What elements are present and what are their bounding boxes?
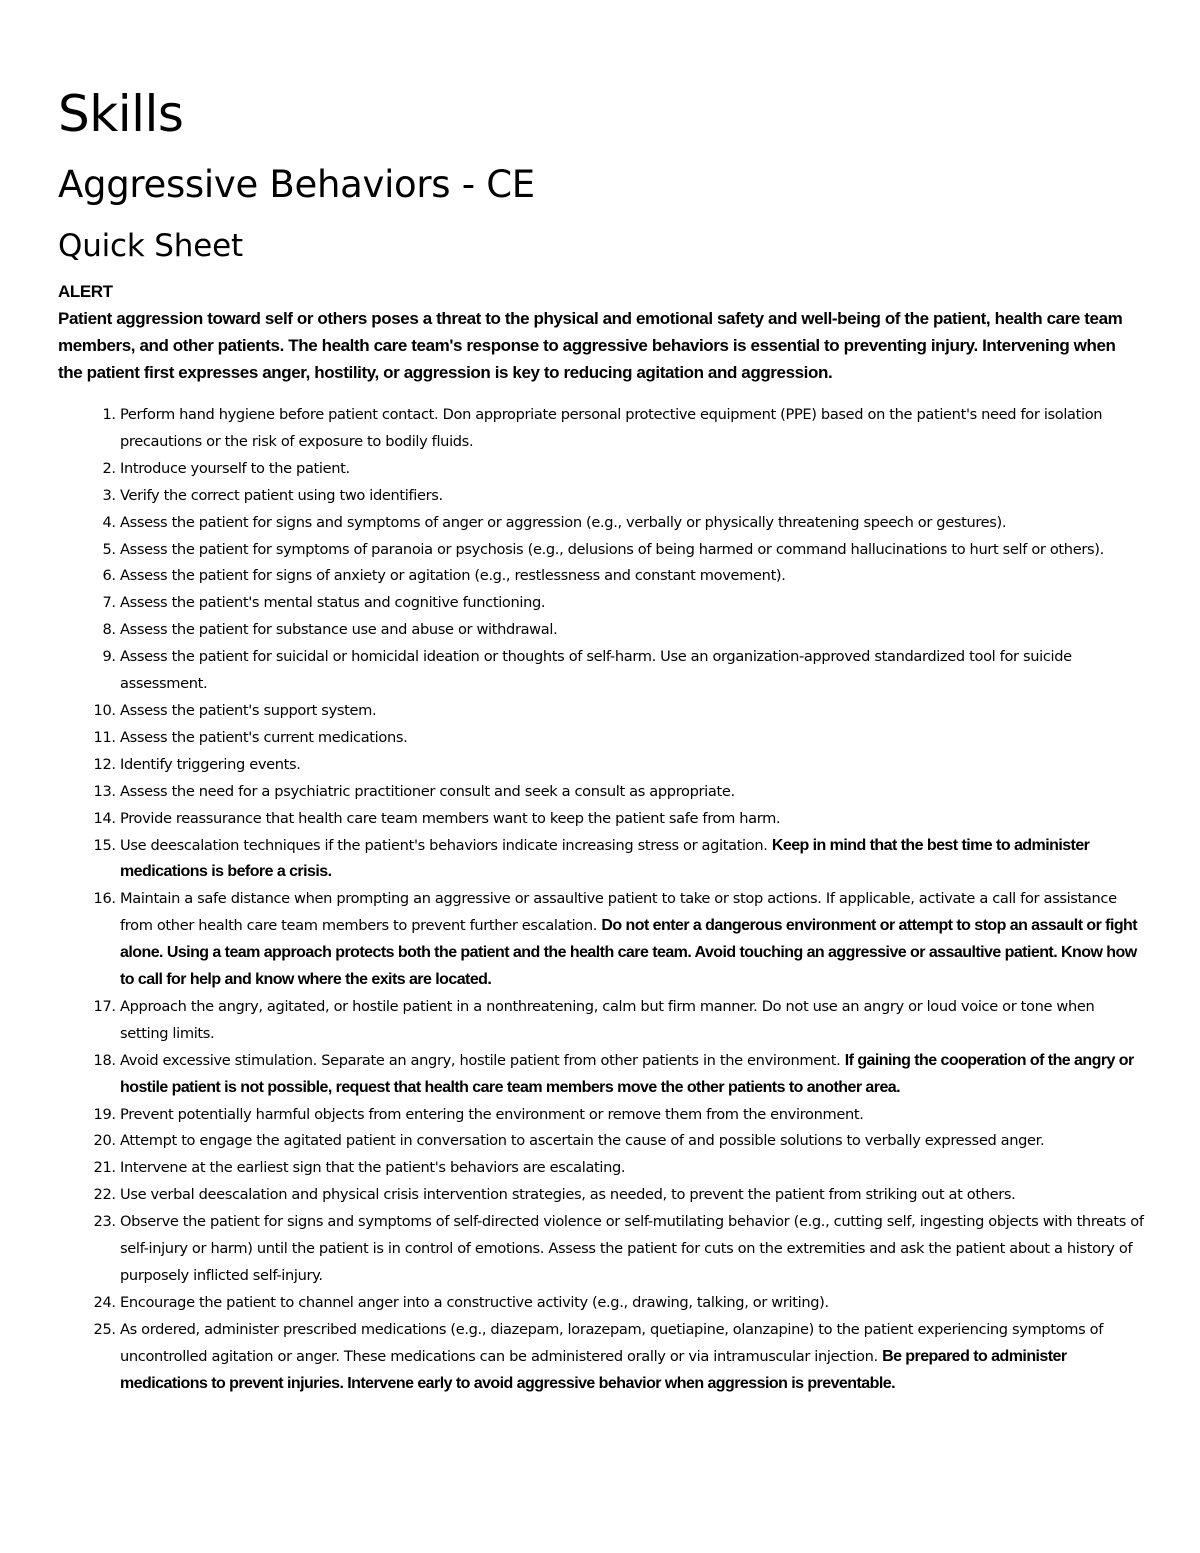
step-text: Assess the patient for signs of anxiety or agitation (e.g., restlessness and constant movement). — [120, 567, 786, 585]
step-text: Assess the patient for substance use and abuse or withdrawal. — [120, 621, 558, 639]
step-text: Assess the patient's mental status and cognitive functioning. — [120, 594, 546, 612]
step-item — [120, 698, 1144, 725]
step-text: Prevent potentially harmful objects from entering the environment or remove them from the environment. — [120, 1105, 864, 1123]
step-emphasis: Do not enter a dangerous environment or attempt to stop an assault or fight alone. Using a team approach protects both the patient and the health care team. Avoid touching an aggressive or assaultive patient. Know how to call for help and know where the exits are located. — [120, 917, 1138, 989]
step-item — [120, 752, 1144, 779]
step-item — [120, 1290, 1144, 1317]
step-text: Identify triggering events. — [120, 755, 301, 773]
step-text: Verify the correct patient using two identifiers. — [120, 486, 443, 504]
step-text: As ordered, administer prescribed medications (e.g., diazepam, lorazepam, quetiapine, olanzapine) to the patient experiencing symptoms of uncontrolled agitation or anger. These medications can be administered orally or via intramuscular injection. — [120, 1320, 1104, 1365]
procedure-steps — [58, 402, 1144, 1398]
step-emphasis: If gaining the cooperation of the angry or hostile patient is not possible, request that health care team members move the other patients to another area. — [120, 1051, 1134, 1096]
step-item — [120, 590, 1144, 617]
step-item — [120, 1317, 1144, 1398]
step-text: Intervene at the earliest sign that the patient's behaviors are escalating. — [120, 1159, 626, 1177]
step-item — [120, 537, 1144, 564]
step-item — [120, 886, 1144, 994]
step-item — [120, 402, 1144, 456]
step-text: Maintain a safe distance when prompting an aggressive or assaultive patient to take or stop actions. If applicable, activate a call for assistance from other health care team members to prevent further escalation. — [120, 890, 1117, 935]
step-item — [120, 779, 1144, 806]
step-text: Assess the patient for symptoms of paranoia or psychosis (e.g., delusions of being harmed or command hallucinations to hurt self or others). — [120, 540, 1104, 558]
step-text: Attempt to engage the agitated patient in conversation to ascertain the cause of and possible solutions to verbally expressed anger. — [120, 1132, 1045, 1150]
step-text: Use deescalation techniques if the patient's behaviors indicate increasing stress or agitation. — [120, 836, 768, 854]
step-item — [120, 1128, 1144, 1155]
skill-title: Aggressive Behaviors - CE — [58, 163, 535, 206]
step-text: Use verbal deescalation and physical crisis intervention strategies, as needed, to prevent the patient from striking out at others. — [120, 1186, 1016, 1204]
step-text: Perform hand hygiene before patient contact. Don appropriate personal protective equipment (PPE) based on the patient's need for isolation precautions or the risk of exposure to bodily fluids. — [120, 406, 1103, 450]
step-item — [120, 833, 1144, 887]
step-text: Encourage the patient to channel anger into a constructive activity (e.g., drawing, talking, or writing). — [120, 1293, 829, 1311]
step-text: Assess the patient's current medications. — [120, 728, 408, 746]
step-item — [120, 725, 1144, 752]
step-item — [120, 563, 1144, 590]
step-item — [120, 483, 1144, 510]
step-text: Approach the angry, agitated, or hostile patient in a nonthreatening, calm but firm manner. Do not use an angry or loud voice or tone when setting limits. — [120, 997, 1095, 1042]
step-item — [120, 1048, 1144, 1102]
step-item — [120, 1102, 1144, 1129]
step-text: Avoid excessive stimulation. Separate an angry, hostile patient from other patients in the environment. — [120, 1051, 841, 1069]
step-text: Assess the need for a psychiatric practitioner consult and seek a consult as appropriate. — [120, 782, 735, 800]
step-emphasis: Keep in mind that the best time to administer medications is before a crisis. — [120, 836, 1090, 881]
section-heading: Quick Sheet — [58, 228, 243, 264]
step-item — [120, 644, 1144, 698]
alert-text: Patient aggression toward self or others poses a threat to the physical and emotional safety and well-being of the patient, health care team members, and other patients. The health care team's response to aggressive behaviors is essential to preventing injury. Intervening when the patient first expresses anger, hostility, or aggression is key to reducing agitation and aggression. — [58, 309, 1123, 382]
step-text: Provide reassurance that health care team members want to keep the patient safe from harm. — [120, 809, 781, 827]
step-item — [120, 617, 1144, 644]
page-title: Skills — [58, 85, 184, 143]
alert-label: ALERT — [58, 282, 113, 301]
step-item — [120, 806, 1144, 833]
step-emphasis: Be prepared to administer medications to prevent injuries. Intervene early to avoid aggressive behavior when aggression is preventable. — [120, 1347, 1067, 1392]
step-item — [120, 1155, 1144, 1182]
step-item — [120, 1209, 1144, 1290]
step-text: Assess the patient for suicidal or homicidal ideation or thoughts of self-harm. Use an organization-approved standardized tool for suicide assessment. — [120, 648, 1072, 693]
step-item — [120, 1182, 1144, 1209]
step-text: Assess the patient for signs and symptoms of anger or aggression (e.g., verbally or physically threatening speech or gestures). — [120, 513, 1007, 531]
step-item — [120, 510, 1144, 537]
step-item — [120, 994, 1144, 1048]
alert-box — [58, 278, 1144, 386]
step-item — [120, 456, 1144, 483]
step-text: Introduce yourself to the patient. — [120, 459, 350, 477]
step-text: Observe the patient for signs and symptoms of self-directed violence or self-mutilating behavior (e.g., cutting self, ingesting objects with threats of self-injury or harm) until the patient is in control of emotions. Assess the patient for cuts on the extremities and ask the patient about a history of purposely inflicted self-injury. — [120, 1213, 1144, 1284]
step-text: Assess the patient's support system. — [120, 701, 377, 719]
